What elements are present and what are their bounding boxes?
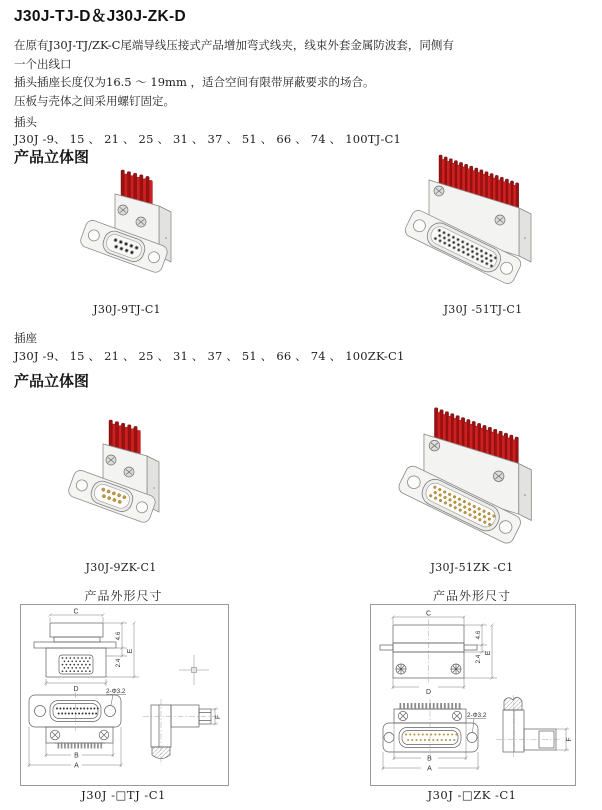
connector-3d-image-9zk [63, 402, 183, 552]
plug-3d-heading: 产品立体图 [14, 149, 90, 166]
dim-heading-zk: 产品外形尺寸 [432, 589, 511, 603]
dim-caption-tj: J30J -□TJ -C1 [81, 788, 166, 802]
face-view [29, 695, 121, 743]
dim-label-c: C [73, 608, 79, 616]
side-view [151, 705, 211, 759]
position-mark [179, 655, 209, 685]
dim-label-2-4: 2.4 [115, 658, 122, 668]
contact-cluster [62, 657, 91, 672]
connector-3d-image-9tj [75, 164, 195, 299]
dimension-drawing-zk [370, 604, 576, 786]
figure-caption-51zk: J30J-51ZK -C1 [430, 561, 514, 574]
dim-label-4-6: 4.6 [115, 631, 122, 641]
dim-label-b: B [427, 755, 432, 763]
figure-caption-9tj: J30J-9TJ-C1 [93, 303, 161, 316]
connector-3d-image-51zk [386, 392, 544, 552]
intro-line-2: 一个出线口 [14, 56, 72, 71]
dim-label-b: B [74, 752, 79, 760]
dim-label-e: E [485, 650, 492, 656]
dim-label-f: F [215, 714, 222, 720]
centerlines [429, 619, 562, 757]
intro-paragraph [14, 36, 589, 110]
dimension-drawing-tj [20, 604, 229, 786]
dim-label-a: A [74, 762, 79, 770]
dim-label-a: A [427, 765, 432, 773]
plug-label: 插头 [14, 115, 37, 129]
socket-3d-heading: 产品立体图 [14, 373, 90, 390]
side-view [503, 697, 556, 752]
dim-label-hole: 2-Φ3.2 [106, 688, 126, 695]
face-contacts-gold [405, 733, 458, 741]
dim-label-e: E [127, 648, 134, 654]
dim-label-d: D [73, 686, 79, 693]
intro-line-4: 压板与壳体之间采用螺钉固定。 [14, 93, 175, 108]
dim-label-f: F [566, 737, 573, 742]
dim-label-d: D [425, 689, 432, 696]
figure-caption-9zk: J30J-9ZK-C1 [85, 561, 157, 574]
crimp-teeth [58, 744, 103, 749]
dim-heading-tj: 产品外形尺寸 [84, 589, 163, 603]
dim-label-4-6: 4.6 [475, 630, 482, 640]
socket-label: 插座 [14, 331, 37, 345]
socket-model-list: J30J -9、 15 、 21 、 25 、 31 、 37 、 51 、 66 、 74 、 100ZK-C1 [14, 349, 405, 363]
face-view [383, 709, 478, 752]
dim-label-2-4: 2.4 [475, 654, 482, 664]
face-contacts [56, 708, 99, 715]
intro-line-1: 在原有J30J-TJ/ZK-C尾端导线压接式产品增加弯式线夹，线束外套金属防波套，同侧有 [14, 38, 454, 52]
centerlines [76, 692, 218, 765]
intro-line-3: 插头插座长度仅为16.5 ～ 19mm ，适合空间有限带屏蔽要求的场合。 [14, 75, 375, 89]
dim-label-c: C [425, 610, 432, 618]
figure-caption-51tj: J30J -51TJ-C1 [443, 303, 523, 316]
connector-3d-image-51tj [393, 150, 543, 292]
dim-label-hole: 2-Φ3.2 [467, 712, 487, 719]
page-title: J30J-TJ-D＆J30J-ZK-D [14, 8, 186, 25]
plug-model-list: J30J -9、 15 、 21 、 25 、 31 、 37 、 51 、 66 、 74 、 100TJ-C1 [14, 132, 402, 146]
dimension-labels [73, 609, 222, 770]
front-view [34, 623, 116, 677]
dim-caption-zk: J30J -□ZK -C1 [427, 788, 517, 802]
